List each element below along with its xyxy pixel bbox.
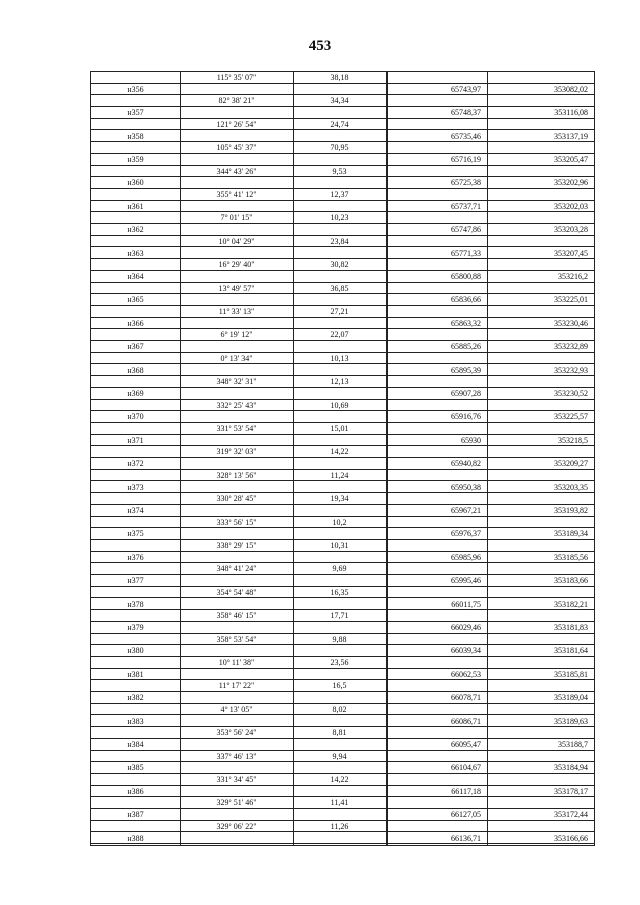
table-row-point bbox=[91, 645, 594, 657]
table-row-segment bbox=[91, 517, 594, 529]
direction-angle-cell: 330° 28' 45" bbox=[216, 494, 257, 504]
table-row-point bbox=[91, 154, 594, 166]
table-row-segment bbox=[91, 142, 594, 154]
x-coordinate-cell: 65985,96 bbox=[451, 552, 481, 562]
distance-cell: 10,23 bbox=[330, 213, 349, 223]
distance-cell: 10,31 bbox=[330, 541, 349, 550]
table-row-segment bbox=[91, 212, 594, 224]
table-row-segment bbox=[91, 236, 594, 248]
table-row-segment bbox=[91, 657, 594, 669]
distance-cell: 22,07 bbox=[330, 330, 349, 340]
direction-angle-cell: 11° 33' 13" bbox=[218, 307, 255, 316]
direction-angle-cell: 333° 56' 15" bbox=[216, 517, 257, 527]
table-row-segment bbox=[91, 329, 594, 341]
point-name-cell: н374 bbox=[127, 505, 144, 515]
table-row-segment bbox=[91, 446, 594, 458]
distance-cell: 16,5 bbox=[332, 681, 347, 691]
y-coordinate-cell: 353166,66 bbox=[554, 833, 588, 843]
direction-angle-cell: 7° 01' 15" bbox=[220, 213, 253, 223]
point-name-cell: н370 bbox=[127, 412, 144, 422]
x-coordinate-cell: 65930 bbox=[461, 435, 481, 445]
x-coordinate-cell: 65716,19 bbox=[451, 154, 481, 164]
table-row-segment bbox=[91, 680, 594, 692]
point-name-cell: н356 bbox=[127, 84, 144, 94]
x-coordinate-cell: 65885,26 bbox=[451, 342, 481, 352]
point-name-cell: н357 bbox=[127, 108, 144, 118]
direction-angle-cell: 332° 25' 43" bbox=[216, 400, 257, 410]
table-row-segment bbox=[91, 634, 594, 646]
point-name-cell: н385 bbox=[127, 763, 144, 773]
distance-cell: 15,01 bbox=[330, 424, 349, 433]
table-row-segment bbox=[91, 283, 594, 295]
x-coordinate-cell: 65800,88 bbox=[451, 271, 481, 281]
y-coordinate-cell: 353184,94 bbox=[554, 763, 588, 773]
table-row-segment bbox=[91, 72, 594, 84]
table-row-point bbox=[91, 692, 594, 704]
direction-angle-cell: 10° 04' 29" bbox=[218, 236, 255, 246]
direction-angle-cell: 328° 13' 56" bbox=[216, 470, 257, 480]
table-row-point bbox=[91, 318, 594, 330]
distance-cell: 14,22 bbox=[330, 447, 349, 457]
y-coordinate-cell: 353181,83 bbox=[554, 622, 588, 632]
y-coordinate-cell: 353230,52 bbox=[554, 388, 588, 398]
y-coordinate-cell: 353218,5 bbox=[558, 435, 588, 445]
table-row-point bbox=[91, 294, 594, 306]
table-row-point bbox=[91, 762, 594, 774]
y-coordinate-cell: 353188,7 bbox=[558, 739, 588, 749]
point-name-cell: н358 bbox=[127, 131, 144, 141]
direction-angle-cell: 329° 06' 22" bbox=[216, 821, 257, 831]
x-coordinate-cell: 65976,37 bbox=[451, 529, 481, 539]
x-coordinate-cell: 65771,33 bbox=[451, 248, 481, 258]
table-row-point bbox=[91, 131, 594, 143]
y-coordinate-cell: 353183,66 bbox=[554, 576, 588, 586]
table-row-point bbox=[91, 552, 594, 564]
direction-angle-cell: 121° 26' 54" bbox=[216, 119, 257, 129]
direction-angle-cell: 6° 19' 12" bbox=[220, 330, 253, 340]
y-coordinate-cell: 353202,03 bbox=[554, 201, 588, 211]
table-row-segment bbox=[91, 470, 594, 482]
table-row-segment bbox=[91, 95, 594, 107]
y-coordinate-cell: 353082,02 bbox=[554, 84, 588, 94]
distance-cell: 34,34 bbox=[330, 96, 349, 106]
x-coordinate-cell: 65725,38 bbox=[451, 178, 481, 188]
point-name-cell: н365 bbox=[127, 295, 144, 305]
direction-angle-cell: 348° 32' 31" bbox=[216, 377, 257, 387]
point-name-cell: н386 bbox=[127, 786, 144, 796]
table-row-point bbox=[91, 224, 594, 236]
point-name-cell: н369 bbox=[127, 388, 144, 398]
y-coordinate-cell: 353178,17 bbox=[554, 786, 588, 796]
direction-angle-cell: 0° 13' 34" bbox=[220, 353, 253, 363]
y-coordinate-cell: 353189,04 bbox=[554, 693, 588, 703]
table-row-point bbox=[91, 505, 594, 517]
direction-angle-cell: 344° 43' 26" bbox=[216, 166, 257, 176]
table-row-point bbox=[91, 411, 594, 423]
x-coordinate-cell: 66104,67 bbox=[451, 763, 481, 773]
table-row-segment bbox=[91, 353, 594, 365]
y-coordinate-cell: 353193,82 bbox=[554, 505, 588, 515]
point-name-cell: н384 bbox=[127, 739, 144, 749]
table-row-segment bbox=[91, 306, 594, 318]
y-coordinate-cell: 353185,56 bbox=[554, 552, 588, 562]
x-coordinate-cell: 66117,18 bbox=[451, 786, 481, 796]
y-coordinate-cell: 353116,08 bbox=[554, 108, 588, 118]
x-coordinate-cell: 65735,46 bbox=[451, 131, 481, 141]
direction-angle-cell: 82° 38' 21" bbox=[218, 96, 255, 106]
table-row-point bbox=[91, 248, 594, 260]
point-name-cell: н377 bbox=[127, 576, 144, 586]
table-row-point bbox=[91, 271, 594, 283]
table-row-point bbox=[91, 177, 594, 189]
x-coordinate-cell: 66029,46 bbox=[451, 622, 481, 632]
distance-cell: 12,13 bbox=[330, 377, 349, 387]
y-coordinate-cell: 353185,81 bbox=[554, 669, 588, 679]
point-name-cell: н363 bbox=[127, 248, 144, 258]
y-coordinate-cell: 353172,44 bbox=[554, 810, 588, 820]
point-name-cell: н368 bbox=[127, 365, 144, 375]
point-name-cell: н381 bbox=[127, 669, 144, 679]
table-row-segment bbox=[91, 797, 594, 809]
direction-angle-cell: 10° 11' 38" bbox=[218, 658, 255, 667]
point-name-cell: н367 bbox=[127, 342, 144, 352]
table-row-point bbox=[91, 84, 594, 96]
table-row-segment bbox=[91, 189, 594, 201]
x-coordinate-cell: 65836,66 bbox=[451, 295, 481, 305]
coordinates-table bbox=[90, 71, 595, 846]
table-row-point bbox=[91, 739, 594, 751]
distance-cell: 24,74 bbox=[330, 119, 349, 129]
direction-angle-cell: 319° 32' 03" bbox=[216, 447, 257, 457]
distance-cell: 16,35 bbox=[330, 587, 349, 597]
point-name-cell: н378 bbox=[127, 599, 144, 609]
table-row-point bbox=[91, 528, 594, 540]
table-row-segment bbox=[91, 587, 594, 599]
y-coordinate-cell: 353232,93 bbox=[554, 365, 588, 375]
direction-angle-cell: 11° 17' 22" bbox=[218, 681, 255, 691]
distance-cell: 11,26 bbox=[330, 821, 349, 831]
table-row-point bbox=[91, 388, 594, 400]
y-coordinate-cell: 353207,45 bbox=[554, 248, 588, 258]
table-row-point bbox=[91, 809, 594, 821]
x-coordinate-cell: 65916,76 bbox=[451, 412, 481, 422]
direction-angle-cell: 337° 46' 13" bbox=[216, 751, 257, 761]
x-coordinate-cell: 65748,37 bbox=[451, 108, 481, 118]
table-row-point bbox=[91, 435, 594, 447]
point-name-cell: н366 bbox=[127, 318, 144, 328]
x-coordinate-cell: 65737,71 bbox=[451, 201, 481, 211]
table-row-point bbox=[91, 575, 594, 587]
point-name-cell: н359 bbox=[127, 154, 144, 164]
point-name-cell: н364 bbox=[127, 271, 144, 281]
direction-angle-cell: 338° 29' 15" bbox=[216, 541, 257, 550]
x-coordinate-cell: 66039,34 bbox=[451, 646, 481, 656]
x-coordinate-cell: 66095,47 bbox=[451, 739, 481, 749]
distance-cell: 70,95 bbox=[330, 143, 349, 153]
table-row-point bbox=[91, 341, 594, 353]
x-coordinate-cell: 65743,97 bbox=[451, 84, 481, 94]
table-row-segment bbox=[91, 493, 594, 505]
distance-cell: 36,85 bbox=[330, 283, 349, 293]
distance-cell: 12,37 bbox=[330, 190, 349, 199]
x-coordinate-cell: 66011,75 bbox=[451, 599, 481, 609]
x-coordinate-cell: 65907,28 bbox=[451, 388, 481, 398]
distance-cell: 10,13 bbox=[330, 353, 349, 363]
table-row-segment bbox=[91, 610, 594, 622]
x-coordinate-cell: 65940,82 bbox=[451, 459, 481, 469]
y-coordinate-cell: 353205,47 bbox=[554, 154, 588, 164]
distance-cell: 9,53 bbox=[332, 166, 347, 176]
distance-cell: 8,02 bbox=[332, 704, 347, 714]
y-coordinate-cell: 353225,01 bbox=[554, 295, 588, 305]
direction-angle-cell: 105° 45' 37" bbox=[216, 143, 257, 153]
y-coordinate-cell: 353189,63 bbox=[554, 716, 588, 726]
x-coordinate-cell: 65995,46 bbox=[451, 576, 481, 586]
table-row-point bbox=[91, 833, 594, 845]
table-row-point bbox=[91, 622, 594, 634]
distance-cell: 14,22 bbox=[330, 775, 349, 784]
distance-cell: 19,34 bbox=[330, 494, 349, 504]
x-coordinate-cell: 65863,32 bbox=[451, 318, 481, 328]
x-coordinate-cell: 65967,21 bbox=[451, 505, 481, 515]
point-name-cell: н373 bbox=[127, 482, 144, 492]
table-row-segment bbox=[91, 423, 594, 435]
point-name-cell: н388 bbox=[127, 833, 144, 843]
distance-cell: 23,56 bbox=[330, 658, 349, 667]
point-name-cell: н362 bbox=[127, 225, 144, 235]
page-number: 453 bbox=[308, 38, 332, 54]
point-name-cell: н383 bbox=[127, 716, 144, 726]
y-coordinate-cell: 353182,21 bbox=[554, 599, 588, 609]
point-name-cell: н376 bbox=[127, 552, 144, 562]
table-row-segment bbox=[91, 563, 594, 575]
table-row-segment bbox=[91, 774, 594, 786]
point-name-cell: н371 bbox=[127, 435, 144, 445]
table-row-segment bbox=[91, 751, 594, 763]
distance-cell: 8,81 bbox=[332, 728, 347, 738]
table-row-point bbox=[91, 482, 594, 494]
x-coordinate-cell: 66078,71 bbox=[451, 693, 481, 703]
table-row-segment bbox=[91, 540, 594, 552]
direction-angle-cell: 4° 13' 05" bbox=[220, 704, 253, 714]
direction-angle-cell: 353° 56' 24" bbox=[216, 728, 257, 738]
point-name-cell: н361 bbox=[127, 201, 144, 211]
table-row-point bbox=[91, 107, 594, 119]
distance-cell: 23,84 bbox=[330, 236, 349, 246]
direction-angle-cell: 329° 51' 46" bbox=[216, 798, 257, 808]
point-name-cell: н379 bbox=[127, 622, 144, 632]
distance-cell: 9,94 bbox=[332, 751, 347, 761]
y-coordinate-cell: 353230,46 bbox=[554, 318, 588, 328]
distance-cell: 10,2 bbox=[332, 517, 347, 527]
distance-cell: 10,69 bbox=[330, 400, 349, 410]
y-coordinate-cell: 353202,96 bbox=[554, 178, 588, 188]
direction-angle-cell: 358° 53' 54" bbox=[216, 634, 257, 644]
distance-cell: 11,24 bbox=[330, 470, 349, 480]
y-coordinate-cell: 353225,57 bbox=[554, 412, 588, 422]
direction-angle-cell: 115° 35' 07" bbox=[216, 73, 257, 82]
point-name-cell: н360 bbox=[127, 178, 144, 188]
direction-angle-cell: 354° 54' 48" bbox=[216, 587, 257, 597]
table-row-point bbox=[91, 599, 594, 611]
table-row-point bbox=[91, 669, 594, 681]
y-coordinate-cell: 353216,2 bbox=[558, 271, 588, 281]
x-coordinate-cell: 66062,53 bbox=[451, 669, 481, 679]
x-coordinate-cell: 66086,71 bbox=[451, 716, 481, 726]
y-coordinate-cell: 353232,89 bbox=[554, 342, 588, 352]
x-coordinate-cell: 65895,39 bbox=[451, 365, 481, 375]
distance-cell: 27,21 bbox=[330, 307, 349, 316]
table-row-point bbox=[91, 716, 594, 728]
point-name-cell: н387 bbox=[127, 810, 144, 820]
y-coordinate-cell: 353137,19 bbox=[554, 131, 588, 141]
y-coordinate-cell: 353203,35 bbox=[554, 482, 588, 492]
direction-angle-cell: 358° 46' 15" bbox=[216, 611, 257, 621]
point-name-cell: н382 bbox=[127, 693, 144, 703]
point-name-cell: н375 bbox=[127, 529, 144, 539]
x-coordinate-cell: 66136,71 bbox=[451, 833, 481, 843]
table-row-segment bbox=[91, 727, 594, 739]
distance-cell: 17,71 bbox=[330, 611, 349, 621]
direction-angle-cell: 355° 41' 12" bbox=[216, 190, 257, 199]
table-row-segment bbox=[91, 166, 594, 178]
table-row-segment bbox=[91, 821, 594, 833]
distance-cell: 30,82 bbox=[330, 260, 349, 270]
y-coordinate-cell: 353189,34 bbox=[554, 529, 588, 539]
table-row-point bbox=[91, 365, 594, 377]
table-row-segment bbox=[91, 704, 594, 716]
table-row-point bbox=[91, 201, 594, 213]
table-row-point bbox=[91, 458, 594, 470]
point-name-cell: н380 bbox=[127, 646, 144, 656]
distance-cell: 9,69 bbox=[332, 564, 347, 574]
x-coordinate-cell: 65747,86 bbox=[451, 225, 481, 235]
direction-angle-cell: 331° 34' 45" bbox=[216, 775, 257, 784]
direction-angle-cell: 331° 53' 54" bbox=[216, 424, 257, 433]
distance-cell: 11,41 bbox=[330, 798, 349, 808]
direction-angle-cell: 348° 41' 24" bbox=[216, 564, 257, 574]
point-name-cell: н372 bbox=[127, 459, 144, 469]
x-coordinate-cell: 65950,38 bbox=[451, 482, 481, 492]
distance-cell: 38,18 bbox=[330, 73, 349, 82]
x-coordinate-cell: 66127,05 bbox=[451, 810, 481, 820]
table-row-point bbox=[91, 786, 594, 798]
direction-angle-cell: 13° 49' 57" bbox=[218, 283, 255, 293]
y-coordinate-cell: 353203,28 bbox=[554, 225, 588, 235]
y-coordinate-cell: 353209,27 bbox=[554, 459, 588, 469]
table-row-segment bbox=[91, 119, 594, 131]
distance-cell: 9,88 bbox=[332, 634, 347, 644]
table-row-segment bbox=[91, 400, 594, 412]
y-coordinate-cell: 353181,64 bbox=[554, 646, 588, 656]
table-row-segment bbox=[91, 376, 594, 388]
table-row-segment bbox=[91, 259, 594, 271]
direction-angle-cell: 16° 29' 40" bbox=[218, 260, 255, 270]
